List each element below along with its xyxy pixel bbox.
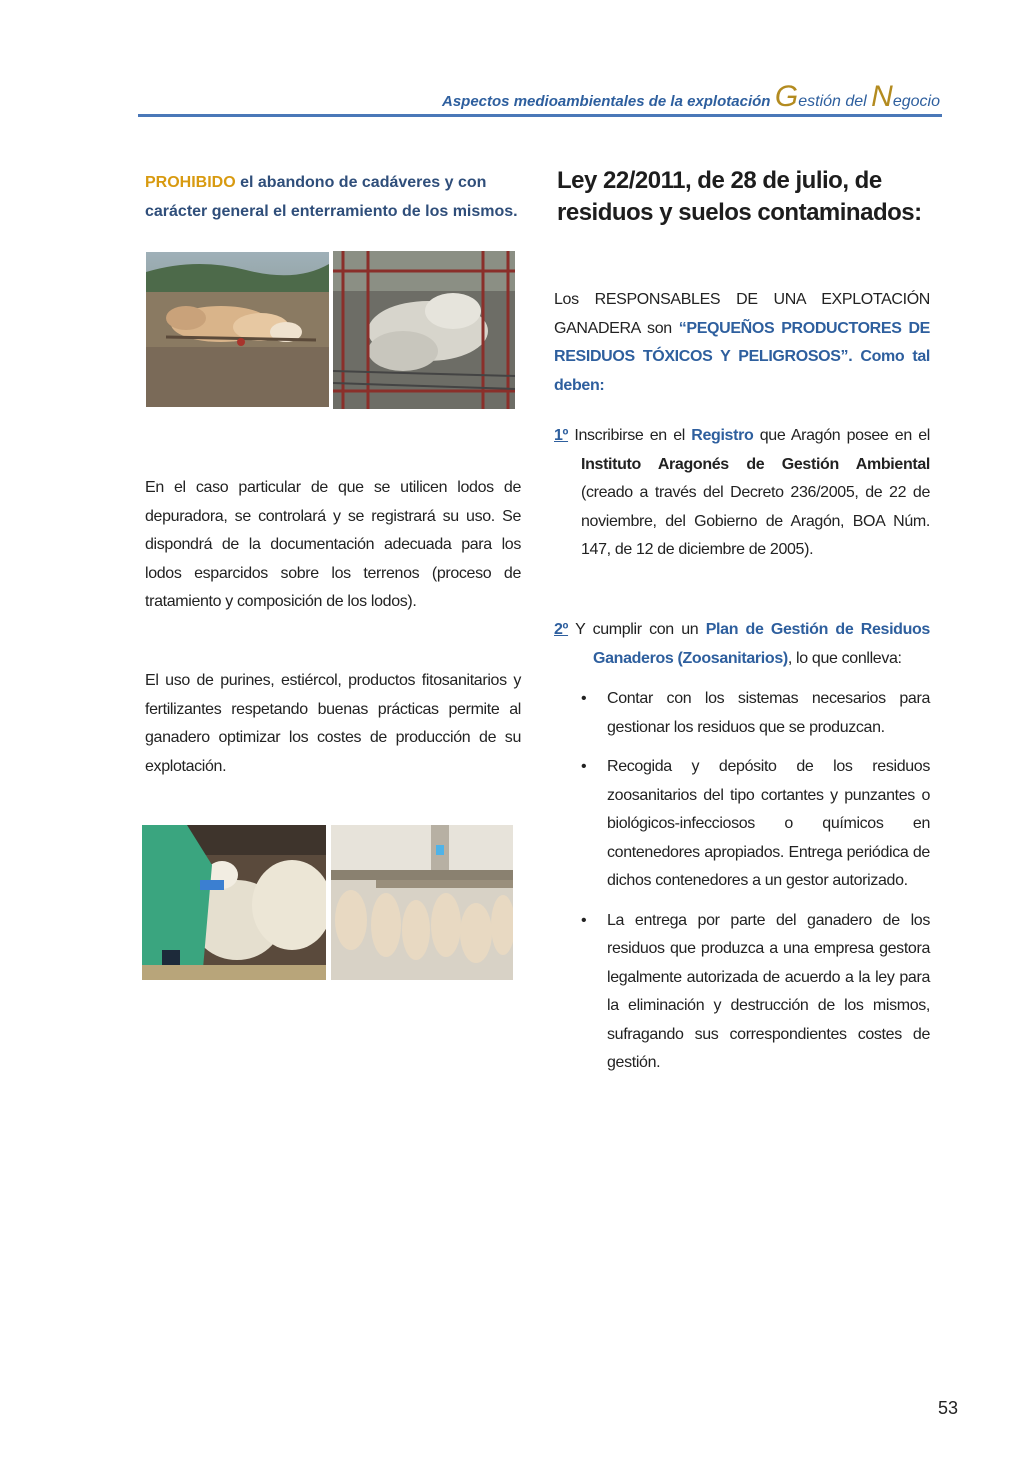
intro-bold: “PEQUEÑOS PRODUCTORES DE RESIDUOS TÓXICOS Y PELIGROSOS”. Como tal deben: bbox=[554, 319, 930, 394]
step-2 bbox=[554, 616, 930, 673]
header-rest-1: estión del bbox=[798, 93, 872, 110]
prohibido-note bbox=[145, 168, 525, 226]
page-number: 53 bbox=[937, 1398, 958, 1418]
header-cap-n: N bbox=[871, 80, 893, 113]
bullet-marker: • bbox=[581, 690, 587, 707]
prohibido-label: PROHIBIDO bbox=[145, 174, 236, 191]
step-1-text-c: (creado a través del Decreto 236/2005, de 22 de noviembre, del Gobierno de Aragón, BOA Núm. 147, de 12 de diciembre de 2005). bbox=[581, 484, 930, 558]
law-title: Ley 22/2011, de 28 de julio, de residuos y suelos contaminados: bbox=[557, 167, 922, 226]
step-1 bbox=[554, 422, 930, 565]
photo-dead-sheep-pen bbox=[333, 251, 515, 409]
prohibido-text: el abandono de cadáveres y con carácter general el enterramiento de los mismos. bbox=[145, 174, 518, 220]
bullet-list bbox=[581, 685, 930, 1078]
bullet-text: Contar con los sistemas necesarios para gestionar los residuos que se produzcan. bbox=[607, 690, 930, 736]
header-cap-g: G bbox=[774, 80, 799, 113]
bullet-text: Recogida y depósito de los residuos zoosanitarios del tipo cortantes y punzantes o biológicos-infecciosos o químicos en contenedores apropiados. Entrega periódica de dichos contenedores a un gestor autorizado. bbox=[607, 758, 930, 889]
step-1-number: 1º bbox=[554, 427, 569, 444]
instituto-name: Instituto Aragonés de Gestión Ambiental bbox=[581, 455, 930, 473]
photo-vet-with-sheep bbox=[142, 825, 326, 980]
responsables-intro bbox=[554, 286, 930, 400]
list-item bbox=[581, 753, 930, 896]
photo-dead-animals-field bbox=[146, 252, 329, 407]
list-item bbox=[581, 685, 930, 742]
photo-lambs-feeding bbox=[331, 825, 513, 980]
bullet-text: La entrega por parte del ganadero de los residuos que produzca a una empresa gestora legalmente autorizada de acuerdo a la ley para la eliminación y destrucción de los mismos, sufragando sus correspondientes costes de gestión. bbox=[607, 911, 930, 1071]
header-rule bbox=[138, 114, 942, 117]
lodos-paragraph: En el caso particular de que se utilicen lodos de depuradora, se controlará y se registrará su uso. Se dispondrá de la documentación adecuada para los lodos esparcidos sobre los terrenos (proceso de tratamiento y composición de los lodos). bbox=[145, 479, 521, 610]
step-2-text-a: Y cumplir con un bbox=[568, 621, 706, 638]
step-1-text-b: que Aragón posee en el bbox=[753, 427, 930, 444]
plan-gestion-text: Plan de Gestión de Residuos Ganaderos (Zoosanitarios) bbox=[593, 621, 930, 667]
list-item bbox=[581, 907, 930, 1078]
header-rest-2: egocio bbox=[892, 93, 940, 110]
registro-link-text: Registro bbox=[691, 427, 754, 444]
intro-plain: Los RESPONSABLES DE UNA EXPLOTACIÓN GANADERA son bbox=[554, 291, 930, 337]
bullet-marker: • bbox=[581, 758, 587, 775]
purines-paragraph: El uso de purines, estiércol, productos fitosanitarios y fertilizantes respetando buenas prácticas permite al ganadero optimizar los costes de producción de su explotación. bbox=[145, 672, 521, 775]
header-subtitle: Aspectos medioambientales de la explotación bbox=[442, 93, 771, 110]
bullet-marker: • bbox=[581, 911, 587, 929]
step-2-text-b: , lo que conlleva: bbox=[787, 649, 902, 667]
step-2-number: 2º bbox=[554, 621, 569, 638]
step-1-text-a: Inscribirse en el bbox=[568, 427, 692, 444]
running-header bbox=[442, 80, 940, 114]
